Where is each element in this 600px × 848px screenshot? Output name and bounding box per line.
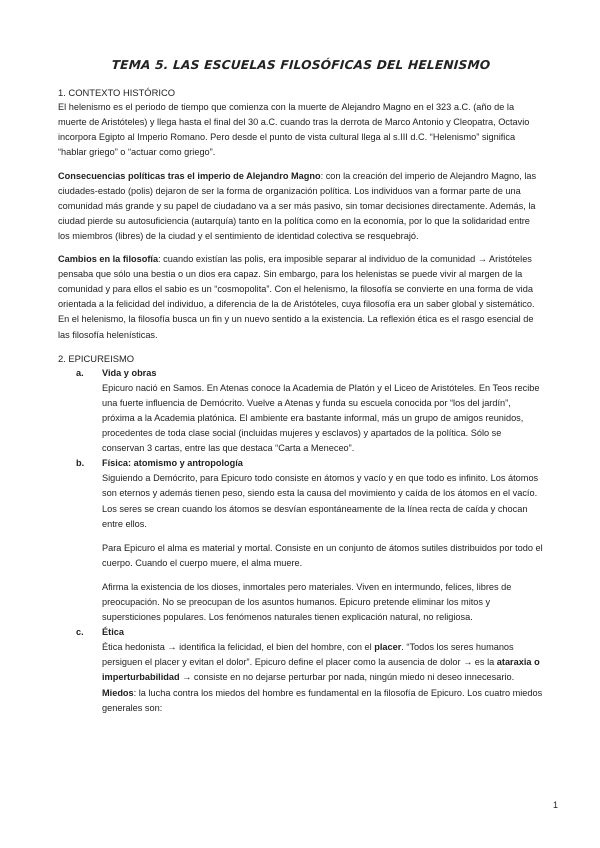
paragraph-alma: Para Epicuro el alma es material y mortal. Consiste en un conjunto de átomos sutiles distribuidos por todo el cuerpo. Cuando el cuerpo muere, el alma muere. [102, 542, 543, 568]
paragraph-hedonista [102, 640, 544, 685]
subheading-fisica: Física: atomismo y antropología [102, 458, 243, 469]
list-item-etica [58, 625, 544, 716]
paragraph-atomos: Siguiendo a Demócrito, para Epicuro todo consiste en átomos y vacío y en que todo es infinito. Los átomos son eternos y además tienen peso, siendo esta la causa del movimiento y caída de los átomos en el vacío. Los seres se crean cuando los átomos se desvían espontáneamente de la línea recta de caída y chocan entre ellos. [102, 473, 539, 529]
bold-term: Cambios en la filosofía [58, 254, 159, 265]
text: Ética hedonista → identifica la felicidad, el bien del hombre, con el [102, 642, 375, 653]
page-number: 1 [552, 800, 558, 810]
section-heading-contexto: 1. CONTEXTO HISTÓRICO [58, 87, 176, 99]
list-item-fisica [58, 456, 544, 625]
bold-term: Consecuencias políticas tras el imperio de Alejandro Magno [58, 170, 321, 181]
list-marker: c. [76, 627, 84, 638]
paragraph-cambios [58, 252, 544, 343]
paragraph-consecuencias [58, 169, 544, 244]
document-title: TEMA 5. LAS ESCUELAS FILOSÓFICAS DEL HELENISMO [111, 58, 491, 72]
subheading-vida: Vida y obras [102, 367, 157, 378]
bold-term: ataraxia o imperturbabilidad [102, 657, 540, 683]
text: : la lucha contra los miedos del hombre es fundamental en la filosofía de Epicuro. Los cuatro miedos generales son: [102, 687, 543, 713]
page-content [58, 58, 544, 716]
list-marker: a. [76, 367, 84, 378]
bold-term: placer [374, 642, 402, 653]
bold-term: Miedos [102, 687, 134, 698]
paragraph-text: : cuando existían las polis, era imposible separar al individuo de la comunidad → Aristóteles pensaba que sólo una bestia o un dios era capaz. Sin embargo, para los helenistas se puede vivir al margen de la comunidad y para ellos el sabio es un “cosmopolita”. Con el helenismo, la filosofía se convierte en una forma de vida orientada a la felicidad del individuo, a diferencia de la de Aristóteles, cuya filosofía era un saber global y sistemático. En el helenismo, la filosofía busca un fin y un nuevo sentido a la existencia. La reflexión ética es el rasgo esencial de las filosofía helenísticas. [58, 254, 535, 340]
subheading-etica: Ética [102, 627, 124, 638]
section-heading-epicureismo: 2. EPICUREISMO [58, 352, 135, 364]
list-item-vida [58, 366, 544, 457]
paragraph-miedos [102, 686, 544, 716]
paragraph-text: : con la creación del imperio de Alejandro Magno, las ciudades-estado (polis) dejaron de ser la forma de organización política. Los individuos van a formar parte de una comunidad más grande y su papel de ciudadano va a ser más pasivo, sin tomar decisiones directamente. Además, la ciudad pierde su autosuficiencia (autarquía) tanto en la política como en la economía, por lo que la solidaridad entre los miembros (libres) de la ciudad y el sentimiento de identidad colectiva se resquebrajó. [58, 170, 537, 241]
text: . “Todos los seres humanos persiguen el placer y evitan el dolor”. Epicuro define el placer como la ausencia de dolor → es la [102, 642, 514, 668]
paragraph-dioses: Afirma la existencia de los dioses, inmortales pero materiales. Viven en intermundo, felices, libres de preocupación. No se preocupan de los asuntos humanos. Epicuro pretende eliminar los mitos y supersticiones populares. Los fenómenos naturales tienen explicación natural, no religiosa. [102, 581, 512, 623]
list-marker: b. [76, 458, 85, 469]
paragraph-helenismo: El helenismo es el periodo de tiempo que comienza con la muerte de Alejandro Magno en el 323 a.C. (año de la muerte de Aristóteles) y llega hasta el final del 30 a.C. cuando tras la derrota de Marco Antonio y Cleopatra, Octavio incorpora Egipto al Imperio Romano. Pero desde el punto de vista cultural llega al s.III d.C. “Helenismo” significa “hablar griego” o “actuar como griego”. [58, 102, 530, 158]
text: → consiste en no dejarse perturbar por nada, ningún miedo ni deseo innecesario. [179, 672, 515, 683]
paragraph-vida: Epicuro nació en Samos. En Atenas conoce la Academia de Platón y el Liceo de Aristóteles. En Teos recibe una fuerte influencia de Demócrito. Vuelve a Atenas y funda su escuela conocida por “los del jardín”, próxima a la Academia platónica. El ambiente era bastante informal, más un grupo de amigos reunidos, procedentes de toda clase social (incluidas mujeres y esclavos) y apartados de la política. Sólo se conservan 3 cartas, entre las que destaca “Carta a Meneceo”. [102, 382, 540, 454]
